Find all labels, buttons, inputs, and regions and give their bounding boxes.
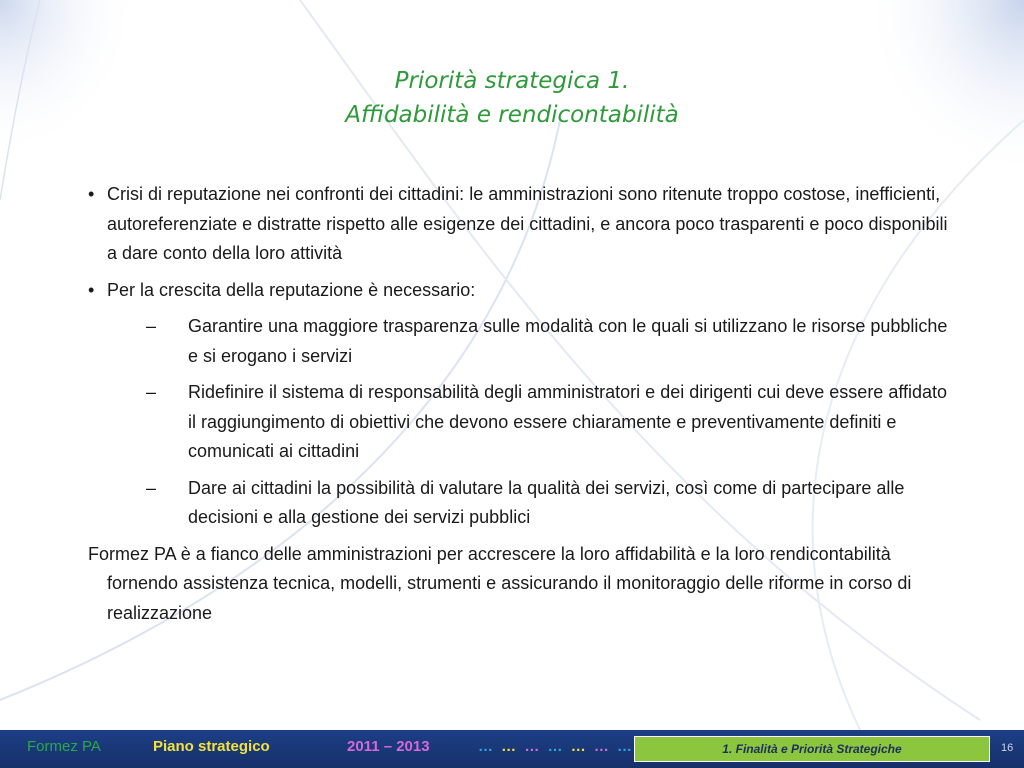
ellipsis-dot: … — [501, 738, 517, 755]
footer-org: Formez PA — [27, 738, 101, 755]
section-label: 1. Finalità e Priorità Strategiche — [634, 736, 990, 762]
footer-dots — [478, 738, 636, 755]
sub-bullet-text: Dare ai cittadini la possibilità di valutare la qualità dei servizi, così come di partecipare alle decisioni e alla gestione dei servizi pubblici — [188, 477, 905, 527]
sub-bullet-item — [88, 378, 948, 467]
sub-bullet-text: Ridefinire il sistema di responsabilità degli amministratori e dei dirigenti cui deve essere affidato il raggiungimento di obiettivi che devono essere chiaramente e preventivamente definiti e comunicati ai cittadini — [188, 382, 948, 461]
page-number: 16 — [1001, 742, 1014, 754]
footer-bar — [0, 730, 1024, 768]
ellipsis-dot: … — [547, 738, 563, 755]
closing-paragraph: Formez PA è a fianco delle amministrazioni per accrescere la loro affidabilità e la loro rendicontabilità fornendo assistenza tecnica, modelli, strumenti e assicurando il monitoraggio delle riforme in corso di realizzazione — [88, 543, 912, 623]
dash-marker: – — [146, 382, 157, 402]
bullet-text: Crisi di reputazione nei confronti dei cittadini: le amministrazioni sono ritenute troppo costose, inefficienti, autoreferenziate e distratte rispetto alle esigenze dei cittadini, e ancora poco trasparenti e poco disponibili a dare conto della loro attività — [107, 184, 948, 263]
bullet-text: Per la crescita della reputazione è necessario: — [107, 279, 476, 300]
sub-bullet-item — [88, 312, 948, 371]
bullet-marker: • — [88, 184, 95, 204]
ellipsis-dot: … — [593, 738, 609, 755]
bullet-marker: • — [88, 279, 95, 300]
slide-title — [0, 64, 1024, 132]
footer-years: 2011 – 2013 — [347, 738, 430, 755]
ellipsis-dot: … — [617, 738, 633, 755]
dash-marker: – — [146, 316, 157, 336]
sub-bullet-text: Garantire una maggiore trasparenza sulle modalità con le quali si utilizzano le risorse pubbliche e si erogano i servizi — [188, 316, 948, 366]
bullet-item — [88, 180, 948, 269]
ellipsis-dot: … — [570, 738, 586, 755]
slide-body — [88, 180, 948, 635]
sub-bullet-item — [88, 474, 948, 533]
ellipsis-dot: … — [524, 738, 540, 755]
ellipsis-dot: … — [478, 738, 493, 755]
bullet-item — [88, 276, 948, 306]
title-line-2: Affidabilità e rendicontabilità — [345, 102, 679, 128]
title-line-1: Priorità strategica 1. — [394, 68, 630, 94]
footer-plan: Piano strategico — [153, 738, 270, 755]
dash-marker: – — [146, 477, 157, 498]
